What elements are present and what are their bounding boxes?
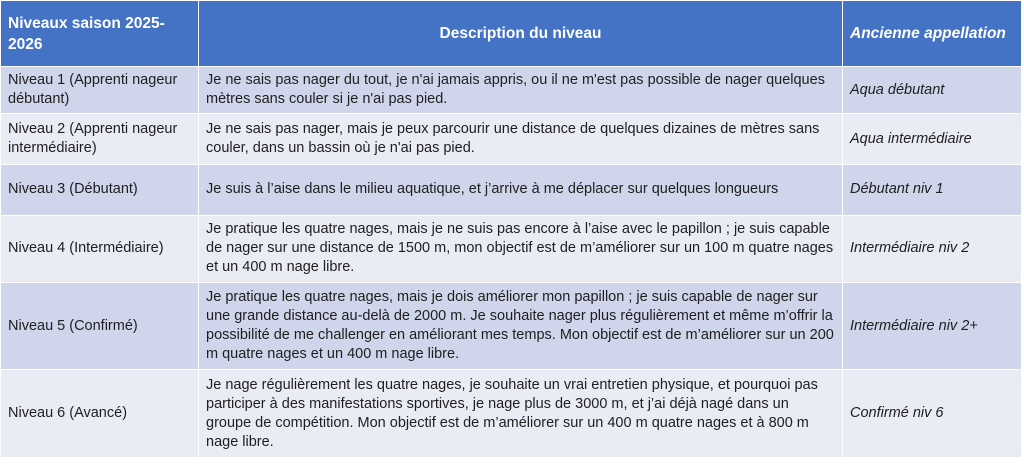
description-cell: Je suis à l’aise dans le milieu aquatique, et j’arrive à me déplacer sur quelques longueurs (199, 165, 843, 216)
level-cell: Niveau 4 (Intermédiaire) (1, 215, 199, 283)
table-row (1, 67, 1022, 114)
table-header-row (1, 1, 1022, 67)
old-name-cell: Confirmé niv 6 (843, 370, 1022, 458)
description-cell: Je ne sais pas nager, mais je peux parcourir une distance de quelques dizaines de mètres sans couler, dans un bassin où je n'ai pas pied. (199, 114, 843, 165)
old-name-cell: Débutant niv 1 (843, 165, 1022, 216)
description-cell: Je nage régulièrement les quatre nages, je souhaite un vrai entretien physique, et pourquoi pas participer à des manifestations sportives, je nage plus de 3000 m, et j’ai déjà nagé dans un groupe de compétition. Mon objectif est de m’améliorer sur un 400 m quatre nages et à 800 m nage libre. (199, 370, 843, 458)
level-cell: Niveau 6 (Avancé) (1, 370, 199, 458)
table-row (1, 370, 1022, 458)
old-name-cell: Intermédiaire niv 2+ (843, 283, 1022, 370)
description-cell: Je pratique les quatre nages, mais je ne suis pas encore à l’aise avec le papillon ; je suis capable de nager sur une distance de 1500 m, mon objectif est de m’améliorer sur un 100 m quatre nages et un 400 m nage libre. (199, 215, 843, 283)
table-row (1, 165, 1022, 216)
old-name-cell: Intermédiaire niv 2 (843, 215, 1022, 283)
table-row (1, 283, 1022, 370)
header-description: Description du niveau (199, 1, 843, 67)
level-cell: Niveau 5 (Confirmé) (1, 283, 199, 370)
header-level: Niveaux saison 2025-2026 (1, 1, 199, 67)
table-row (1, 215, 1022, 283)
level-cell: Niveau 2 (Apprenti nageur intermédiaire) (1, 114, 199, 165)
level-cell: Niveau 1 (Apprenti nageur débutant) (1, 67, 199, 114)
level-cell: Niveau 3 (Débutant) (1, 165, 199, 216)
old-name-cell: Aqua débutant (843, 67, 1022, 114)
table-row (1, 114, 1022, 165)
header-old-name: Ancienne appellation (843, 1, 1022, 67)
description-cell: Je pratique les quatre nages, mais je dois améliorer mon papillon ; je suis capable de nager sur une grande distance au-delà de 2000 m. Je souhaite nager plus régulièrement et même m’offrir la possibilité de me challenger en améliorant mes temps. Mon objectif est de m’améliorer sur un 200 m quatre nages et un 400 m nage libre. (199, 283, 843, 370)
description-cell: Je ne sais pas nager du tout, je n'ai jamais appris, ou il ne m'est pas possible de nager quelques mètres sans couler si je n'ai pas pied. (199, 67, 843, 114)
old-name-cell: Aqua intermédiaire (843, 114, 1022, 165)
